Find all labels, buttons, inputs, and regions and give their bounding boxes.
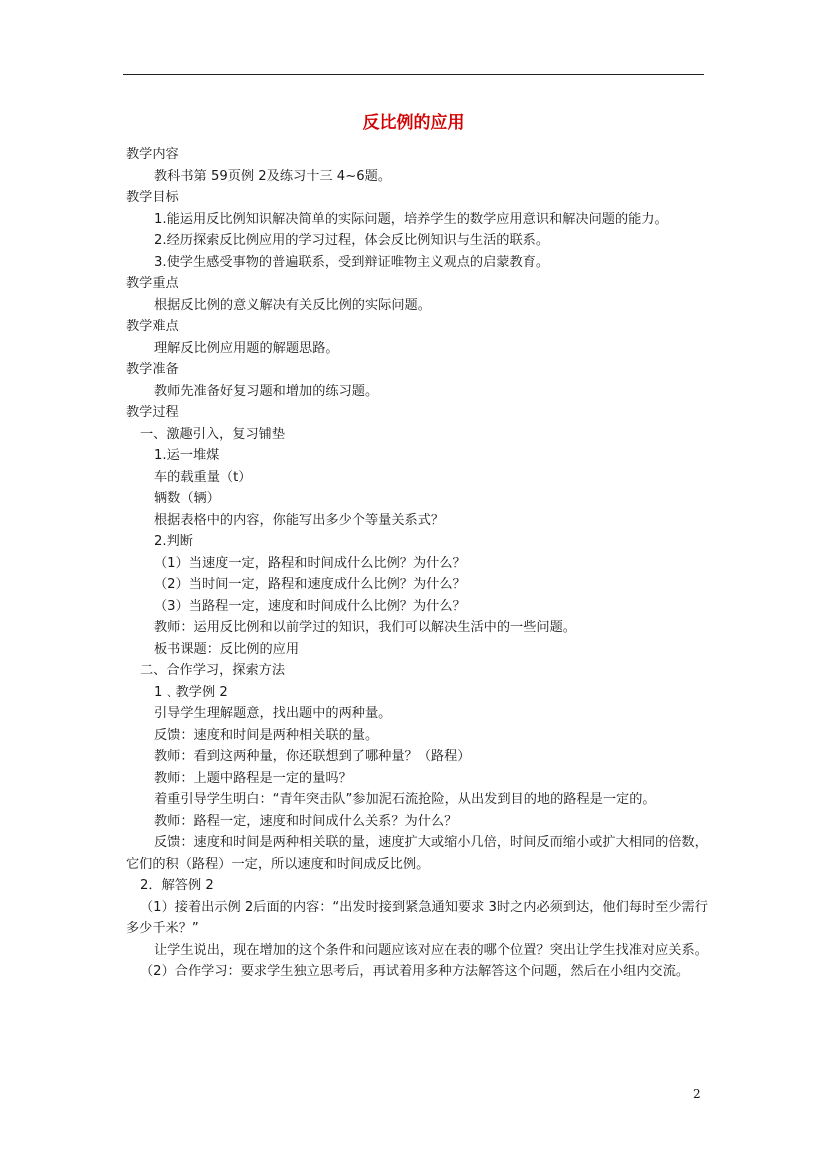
section-heading: 教学内容 [126, 147, 179, 162]
text-line: 1﹑教学例 2 [154, 684, 228, 700]
text-line: 着重引导学生明白：“青年突击队”参加泥石流抢险，从出发到目的地的路程是一定的。 [154, 792, 656, 807]
text-line: 反馈：速度和时间是两种相关联的量，速度扩大或缩小几倍，时间反而缩小或扩大相同的倍数，它们的积（路程）一定，所以速度和时间成反比例。 [126, 835, 708, 872]
text-line: （1）当速度一定，路程和时间成什么比例？为什么？ [154, 555, 466, 571]
text-line: （2）合作学习：要求学生独立思考后，再试着用多种方法解答这个问题，然后在小组内交流。 [140, 964, 690, 979]
document-title: 反比例的应用 [362, 113, 465, 133]
text-line: 教师：上题中路程是一定的量吗？ [154, 770, 352, 786]
text-line: 2.判断 [154, 534, 193, 549]
text-line: 辆数（辆） [154, 491, 220, 506]
text-line: 教师先准备好复习题和增加的练习题。 [154, 383, 379, 399]
text-line: 3.使学生感受事物的普遍联系，受到辩证唯物主义观点的启蒙教育。 [154, 254, 550, 270]
text-line: 理解反比例应用题的解题思路。 [154, 340, 339, 356]
section-heading: 教学重点 [126, 276, 179, 291]
text-line: 反馈：速度和时间是两种相关联的量。 [154, 727, 379, 743]
text-line: （1）接着出示例 2后面的内容：“出发时接到紧急通知要求 3时之内必须到达，他们每时至少需行多少千米？” [126, 899, 708, 936]
text-line: 教科书第 59页例 2及练习十三 4~6题。 [154, 168, 392, 184]
section-heading: 教学难点 [126, 319, 179, 334]
section-heading: 教学目标 [126, 190, 179, 205]
text-line: （2）当时间一定，路程和速度成什么比例？为什么？ [154, 577, 466, 592]
header-rule [123, 74, 704, 75]
text-line: 2．解答例 2 [140, 878, 214, 893]
text-line: 1.运一堆煤 [154, 448, 220, 463]
text-line: 一、激趣引入，复习铺垫 [140, 426, 286, 442]
text-line: 板书课题：反比例的应用 [154, 641, 300, 657]
section-heading: 教学过程 [126, 405, 179, 420]
text-line: 教师：看到这两种量，你还联想到了哪种量？（路程） [154, 749, 471, 764]
section-heading: 教学准备 [126, 362, 179, 377]
text-line: 引导学生理解题意，找出题中的两种量。 [154, 706, 392, 721]
text-line: 2.经历探索反比例应用的学习过程，体会反比例知识与生活的联系。 [154, 233, 550, 248]
document-body [126, 144, 720, 983]
text-line: 车的载重量（t） [154, 469, 252, 485]
page-number: 2 [693, 1087, 701, 1101]
text-line: 根据表格中的内容，你能写出多少个等量关系式？ [154, 512, 445, 528]
text-line: （3）当路程一定，速度和时间成什么比例？为什么？ [154, 598, 466, 614]
text-line: 1.能运用反比例知识解决简单的实际问题，培养学生的数学应用意识和解决问题的能力。 [154, 211, 668, 227]
text-line: 教师：运用反比例和以前学过的知识，我们可以解决生活中的一些问题。 [154, 620, 576, 635]
text-line: 二、合作学习，探索方法 [140, 663, 286, 678]
text-line: 根据反比例的意义解决有关反比例的实际问题。 [154, 297, 431, 313]
text-line: 让学生说出，现在增加的这个条件和问题应该对应在表的哪个位置？突出让学生找准对应关系。 [154, 942, 708, 958]
text-line: 教师：路程一定，速度和时间成什么关系？为什么？ [154, 813, 458, 829]
